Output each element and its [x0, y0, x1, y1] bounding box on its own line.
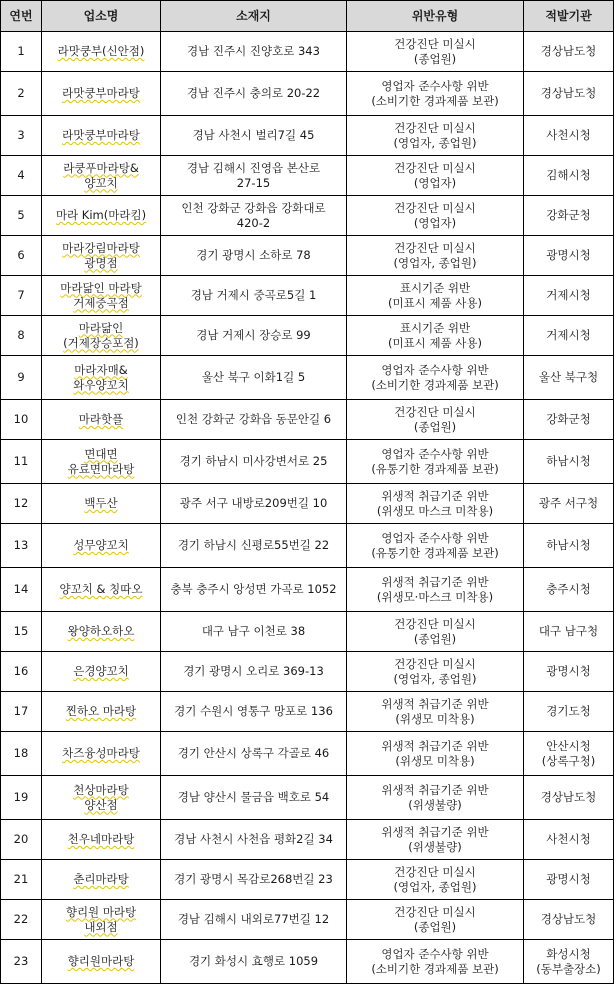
- row-number-cell: [1, 356, 42, 400]
- row-number-text: 17: [13, 704, 29, 718]
- business-name-text: 성무양꼬치: [73, 538, 129, 552]
- violation-type-cell: [347, 356, 524, 400]
- business-name-cell: [42, 900, 161, 940]
- agency-cell: [524, 524, 614, 568]
- violation-type-cell: [347, 156, 524, 196]
- violation-type-text: 영업자 준수사항 위반 (유통기한 경과제품 보관): [371, 530, 499, 560]
- address-text: 대구 남구 이천로 38: [201, 624, 306, 638]
- agency-cell: [524, 400, 614, 440]
- address-cell: [161, 568, 347, 612]
- address-cell: [161, 356, 347, 400]
- business-name-text: 찐하오 마라탕: [65, 704, 137, 718]
- address-text: 경기 광명시 오리로 369-13: [183, 664, 324, 678]
- address-text: 경기 안산시 상록구 각골로 46: [177, 746, 330, 760]
- address-cell: [161, 72, 347, 116]
- address-text: 충북 충주시 앙성면 가곡로 1052: [170, 582, 337, 596]
- address-text: 광주 서구 내방로209번길 10: [179, 496, 328, 510]
- business-name-text: 백두산: [84, 496, 118, 510]
- row-number-cell: [1, 440, 42, 484]
- agency-text: 충주시청: [546, 582, 591, 596]
- row-number-text: 3: [17, 128, 25, 142]
- address-cell: [161, 400, 347, 440]
- address-cell: [161, 652, 347, 692]
- table-row: [1, 568, 614, 612]
- business-name-text: 마라 Kim(마라킴): [55, 208, 147, 222]
- business-name-cell: [42, 692, 161, 732]
- row-number-text: 4: [17, 168, 25, 182]
- violation-type-text: 영업자 준수사항 위반 (소비기한 경과제품 보관): [371, 946, 499, 976]
- violation-type-text: 위생적 취급기준 위반 (위생모 미착용): [381, 738, 489, 768]
- agency-cell: [524, 692, 614, 732]
- agency-text: 하남시청: [546, 538, 591, 552]
- agency-cell: [524, 356, 614, 400]
- business-name-text: 향리원마라탕: [67, 954, 135, 968]
- agency-text: 안산시청 (상록구청): [541, 738, 596, 768]
- table-row: [1, 776, 614, 820]
- business-name-cell: [42, 440, 161, 484]
- row-number-cell: [1, 732, 42, 776]
- violation-type-cell: [347, 196, 524, 236]
- violation-type-cell: [347, 276, 524, 316]
- row-number-cell: [1, 116, 42, 156]
- address-text: 경남 김해시 진영읍 본산로 27-15: [186, 160, 321, 190]
- agency-cell: [524, 484, 614, 524]
- business-name-cell: [42, 776, 161, 820]
- agency-text: 경상남도청: [540, 86, 597, 100]
- violation-type-cell: [347, 612, 524, 652]
- row-number-text: 1: [17, 44, 25, 58]
- violation-type-text: 영업자 준수사항 위반 (유통기한 경과제품 보관): [371, 446, 499, 476]
- violation-type-text: 표시기준 위반 (미표시 제품 사용): [387, 320, 483, 350]
- agency-cell: [524, 860, 614, 900]
- address-cell: [161, 156, 347, 196]
- business-name-cell: [42, 276, 161, 316]
- violation-type-text: 건강진단 미실시 (종업원): [394, 404, 476, 434]
- address-cell: [161, 524, 347, 568]
- violation-type-text: 건강진단 미실시 (영업자): [394, 160, 476, 190]
- violation-type-text: 건강진단 미실시 (영업자, 종업원): [393, 240, 477, 270]
- violation-type-cell: [347, 568, 524, 612]
- agency-text: 경기도청: [546, 704, 591, 718]
- address-text: 경기 광명시 소하로 78: [196, 248, 311, 262]
- header-row: [1, 1, 614, 32]
- business-name-text: 라맛쿵부마라탕: [62, 128, 140, 142]
- table-row: [1, 900, 614, 940]
- table-row: [1, 524, 614, 568]
- business-name-cell: [42, 652, 161, 692]
- row-number-cell: [1, 568, 42, 612]
- table-row: [1, 820, 614, 860]
- table-row: [1, 276, 614, 316]
- row-number-text: 7: [17, 288, 25, 302]
- violation-type-cell: [347, 400, 524, 440]
- table-row: [1, 72, 614, 116]
- address-text: 경기 하남시 미사강변서로 25: [179, 454, 328, 468]
- address-cell: [161, 820, 347, 860]
- business-name-cell: [42, 316, 161, 356]
- address-text: 경남 사천시 벌리7길 45: [192, 128, 315, 142]
- address-cell: [161, 900, 347, 940]
- violation-type-cell: [347, 72, 524, 116]
- violation-type-text: 위생적 취급기준 위반 (위생모 미착용): [381, 696, 489, 726]
- business-name-cell: [42, 820, 161, 860]
- header-business-name: 업소명: [42, 1, 161, 32]
- business-name-cell: [42, 156, 161, 196]
- agency-text: 거제시청: [546, 288, 591, 302]
- agency-text: 거제시청: [546, 328, 591, 342]
- business-name-text: 천우네마라탕: [67, 832, 135, 846]
- violation-type-cell: [347, 900, 524, 940]
- agency-text: 광명시청: [546, 872, 591, 886]
- table-row: [1, 732, 614, 776]
- agency-cell: [524, 820, 614, 860]
- row-number-cell: [1, 276, 42, 316]
- row-number-cell: [1, 72, 42, 116]
- address-cell: [161, 776, 347, 820]
- table-row: [1, 156, 614, 196]
- business-name-cell: [42, 400, 161, 440]
- row-number-cell: [1, 820, 42, 860]
- table-row: [1, 652, 614, 692]
- table-row: [1, 940, 614, 984]
- agency-text: 경상남도청: [540, 790, 597, 804]
- violation-type-text: 위생적 취급기준 위반 (위생불량): [381, 782, 489, 812]
- address-cell: [161, 732, 347, 776]
- business-name-cell: [42, 484, 161, 524]
- row-number-cell: [1, 692, 42, 732]
- table-row: [1, 196, 614, 236]
- agency-text: 경상남도청: [540, 44, 597, 58]
- agency-cell: [524, 776, 614, 820]
- address-cell: [161, 236, 347, 276]
- violation-type-text: 건강진단 미실시 (종업원): [394, 36, 476, 66]
- business-name-text: 춘리마라탕: [73, 872, 129, 886]
- row-number-text: 21: [13, 872, 29, 886]
- address-text: 경기 수원시 영통구 망포로 136: [174, 704, 333, 718]
- row-number-cell: [1, 400, 42, 440]
- agency-cell: [524, 72, 614, 116]
- violation-type-cell: [347, 440, 524, 484]
- business-name-text: 마라닮인 마라탕 거제중곡점: [60, 280, 142, 310]
- agency-text: 사천시청: [546, 832, 591, 846]
- address-text: 경기 하남시 신평로55번길 22: [177, 538, 330, 552]
- row-number-cell: [1, 612, 42, 652]
- agency-cell: [524, 568, 614, 612]
- business-name-cell: [42, 32, 161, 72]
- business-name-cell: [42, 732, 161, 776]
- row-number-text: 19: [13, 790, 29, 804]
- address-text: 경남 거제시 중곡로5길 1: [190, 288, 317, 302]
- violation-type-text: 영업자 준수사항 위반 (소비기한 경과제품 보관): [371, 78, 499, 108]
- table-body: [1, 32, 614, 984]
- business-name-text: 라맛쿵부(신안점): [57, 44, 145, 58]
- business-name-text: 라맛쿵부마라탕: [62, 86, 140, 100]
- address-cell: [161, 440, 347, 484]
- business-name-cell: [42, 524, 161, 568]
- address-cell: [161, 196, 347, 236]
- header-agency: 적발기관: [524, 1, 614, 32]
- violation-type-text: 위생적 취급기준 위반 (위생모·마스크 미착용): [376, 574, 494, 604]
- row-number-text: 18: [13, 746, 29, 760]
- agency-cell: [524, 316, 614, 356]
- table-row: [1, 860, 614, 900]
- violation-type-text: 영업자 준수사항 위반 (소비기한 경과제품 보관): [371, 362, 499, 392]
- address-cell: [161, 860, 347, 900]
- business-name-cell: [42, 72, 161, 116]
- row-number-cell: [1, 156, 42, 196]
- agency-cell: [524, 32, 614, 72]
- violation-type-text: 건강진단 미실시 (종업원): [394, 616, 476, 646]
- table-row: [1, 236, 614, 276]
- address-cell: [161, 484, 347, 524]
- row-number-cell: [1, 524, 42, 568]
- row-number-text: 6: [17, 248, 25, 262]
- row-number-cell: [1, 236, 42, 276]
- agency-text: 하남시청: [546, 454, 591, 468]
- violation-type-cell: [347, 524, 524, 568]
- row-number-text: 8: [17, 328, 25, 342]
- business-name-text: 향리원 마라탕 내외점: [65, 904, 137, 934]
- table-row: [1, 316, 614, 356]
- violation-type-text: 건강진단 미실시 (영업자, 종업원): [393, 120, 477, 150]
- row-number-text: 16: [13, 664, 29, 678]
- row-number-text: 15: [13, 624, 29, 638]
- agency-cell: [524, 652, 614, 692]
- violation-type-cell: [347, 940, 524, 984]
- business-name-cell: [42, 236, 161, 276]
- agency-text: 광주 서구청: [538, 496, 599, 510]
- agency-text: 광명시청: [546, 664, 591, 678]
- violation-type-cell: [347, 116, 524, 156]
- agency-cell: [524, 116, 614, 156]
- header-no: 연번: [1, 1, 42, 32]
- agency-cell: [524, 196, 614, 236]
- violation-type-cell: [347, 236, 524, 276]
- business-name-text: 라쿵푸마라탕& 양꼬치: [63, 160, 139, 190]
- table-row: [1, 692, 614, 732]
- business-name-cell: [42, 356, 161, 400]
- business-name-text: 은경양꼬치: [73, 664, 129, 678]
- business-name-text: 마라닮인 (거제장승포점): [63, 320, 139, 350]
- header-violation-type: 위반유형: [347, 1, 524, 32]
- business-name-cell: [42, 568, 161, 612]
- row-number-text: 12: [13, 496, 29, 510]
- violation-type-text: 건강진단 미실시 (영업자): [394, 200, 476, 230]
- row-number-text: 20: [13, 832, 29, 846]
- violation-type-text: 위생적 취급기준 위반 (위생모 마스크 미착용): [376, 488, 494, 518]
- agency-cell: [524, 940, 614, 984]
- address-cell: [161, 316, 347, 356]
- business-name-text: 왕양하오하오: [67, 624, 135, 638]
- agency-text: 화성시청 (동부출장소): [536, 946, 601, 976]
- agency-cell: [524, 276, 614, 316]
- table-row: [1, 116, 614, 156]
- row-number-text: 13: [13, 538, 29, 552]
- agency-cell: [524, 732, 614, 776]
- business-name-cell: [42, 860, 161, 900]
- table-row: [1, 612, 614, 652]
- violation-type-text: 위생적 취급기준 위반 (위생불량): [381, 824, 489, 854]
- agency-text: 경상남도청: [540, 912, 597, 926]
- violation-type-cell: [347, 820, 524, 860]
- violation-type-cell: [347, 776, 524, 820]
- violation-type-text: 건강진단 미실시 (영업자, 종업원): [393, 864, 477, 894]
- address-text: 경남 진주시 충의로 20-22: [186, 86, 321, 100]
- row-number-text: 11: [13, 454, 29, 468]
- row-number-text: 9: [17, 370, 25, 384]
- violation-type-cell: [347, 484, 524, 524]
- row-number-text: 23: [13, 954, 29, 968]
- violation-type-text: 표시기준 위반 (미표시 제품 사용): [387, 280, 483, 310]
- address-text: 경남 양산시 물금읍 백호로 54: [177, 790, 330, 804]
- address-text: 경남 진주시 진양호로 343: [187, 44, 320, 58]
- agency-text: 울산 북구청: [538, 370, 599, 384]
- row-number-cell: [1, 900, 42, 940]
- business-name-text: 양꼬치 & 칭따오: [59, 582, 143, 596]
- table-row: [1, 484, 614, 524]
- business-name-cell: [42, 116, 161, 156]
- header-address: 소재지: [161, 1, 347, 32]
- row-number-cell: [1, 652, 42, 692]
- row-number-text: 22: [13, 912, 29, 926]
- row-number-cell: [1, 316, 42, 356]
- business-name-text: 마라강림마라탕 광명점: [62, 240, 140, 270]
- address-text: 인천 강화군 강화읍 동문안길 6: [175, 412, 332, 426]
- address-text: 경남 사천시 사천읍 평화2길 34: [174, 832, 333, 846]
- business-name-text: 마라자매& 와우양꼬치: [73, 362, 129, 392]
- row-number-text: 2: [17, 86, 25, 100]
- agency-text: 강화군청: [546, 412, 591, 426]
- agency-cell: [524, 440, 614, 484]
- agency-text: 강화군청: [546, 208, 591, 222]
- agency-text: 광명시청: [546, 248, 591, 262]
- address-text: 경기 화성시 효행로 1059: [188, 954, 319, 968]
- address-cell: [161, 692, 347, 732]
- agency-cell: [524, 900, 614, 940]
- business-name-text: 면대면 유료면마라탕: [67, 446, 135, 476]
- agency-text: 사천시청: [546, 128, 591, 142]
- business-name-cell: [42, 612, 161, 652]
- row-number-cell: [1, 776, 42, 820]
- table-row: [1, 440, 614, 484]
- business-name-cell: [42, 940, 161, 984]
- address-text: 울산 북구 이화1길 5: [201, 370, 306, 384]
- row-number-cell: [1, 860, 42, 900]
- violation-type-cell: [347, 316, 524, 356]
- address-cell: [161, 940, 347, 984]
- address-cell: [161, 32, 347, 72]
- table-row: [1, 32, 614, 72]
- table-row: [1, 400, 614, 440]
- address-text: 경남 거제시 장승로 99: [196, 328, 311, 342]
- violation-type-cell: [347, 692, 524, 732]
- violation-type-text: 건강진단 미실시 (영업자, 종업원): [393, 656, 477, 686]
- row-number-text: 14: [13, 582, 29, 596]
- violation-type-text: 건강진단 미실시 (종업원): [394, 904, 476, 934]
- row-number-cell: [1, 196, 42, 236]
- agency-cell: [524, 236, 614, 276]
- row-number-text: 5: [17, 208, 25, 222]
- violation-type-cell: [347, 860, 524, 900]
- agency-text: 대구 남구청: [538, 624, 599, 638]
- address-text: 경기 광명시 목감로268번길 23: [174, 872, 333, 886]
- row-number-cell: [1, 484, 42, 524]
- address-cell: [161, 276, 347, 316]
- row-number-text: 10: [13, 412, 29, 426]
- violation-type-cell: [347, 732, 524, 776]
- address-cell: [161, 116, 347, 156]
- agency-text: 김해시청: [546, 168, 591, 182]
- row-number-cell: [1, 940, 42, 984]
- violation-type-cell: [347, 652, 524, 692]
- address-cell: [161, 612, 347, 652]
- agency-cell: [524, 612, 614, 652]
- business-name-text: 천상마라탕 양산점: [73, 782, 129, 812]
- address-text: 경남 김해시 내외로77번길 12: [177, 912, 330, 926]
- row-number-cell: [1, 32, 42, 72]
- table-row: [1, 356, 614, 400]
- violation-type-cell: [347, 32, 524, 72]
- business-name-text: 마라핫플: [78, 412, 124, 426]
- address-text: 인천 강화군 강화읍 강화대로 420-2: [181, 200, 326, 230]
- agency-cell: [524, 156, 614, 196]
- business-name-cell: [42, 196, 161, 236]
- business-name-text: 차즈융성마라탕: [62, 746, 140, 760]
